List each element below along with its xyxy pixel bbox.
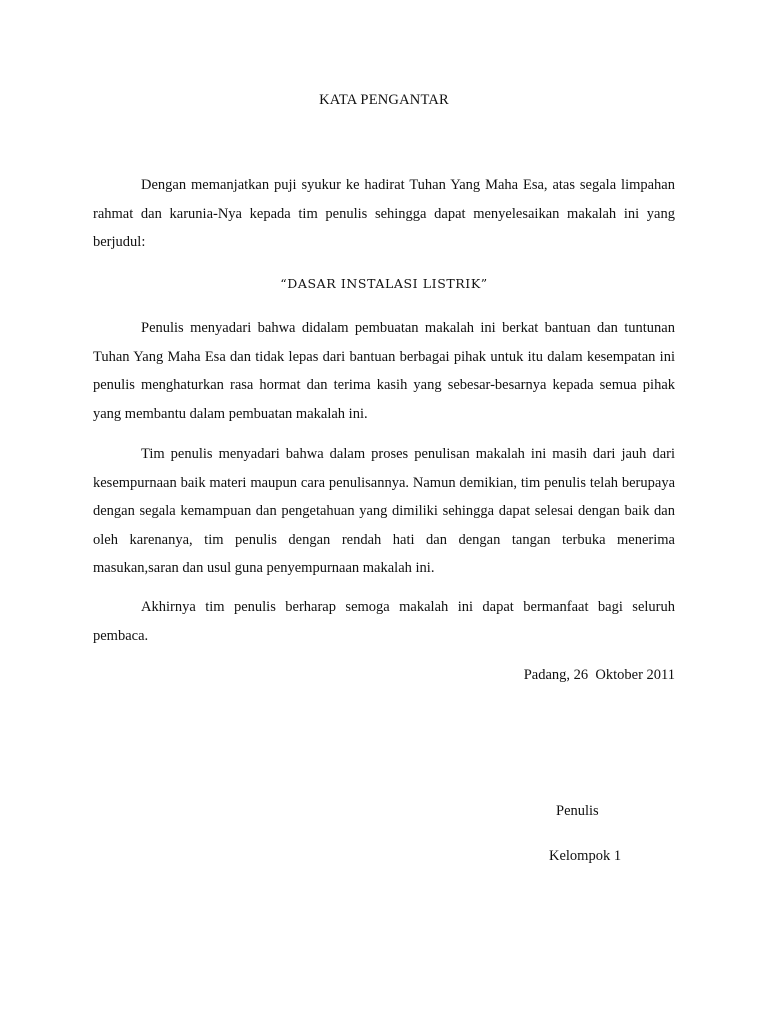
paragraph-opening [93,171,675,257]
paragraph-gratitude-text: Penulis menyadari bahwa didalam pembuatan makalah ini berkat bantuan dan tuntunan Tuhan Yang Maha Esa dan tidak lepas dari bantuan berbagai pihak untuk itu dalam kesempatan ini penulis menghaturkan rasa hormat dan terima kasih yang sebesar-besarnya kepada semua pihak yang membantu dalam pembuatan makalah ini. [93,320,675,422]
paragraph-closing [93,593,675,650]
signature-role: Penulis [556,803,599,819]
page-title: KATA PENGANTAR [319,92,449,108]
date-line: Padang, 26 Oktober 2011 [523,667,675,683]
paper-subtitle: “DASAR INSTALASI LISTRIK” [280,276,488,291]
paragraph-limitations [93,440,675,583]
paragraph-gratitude [93,314,675,428]
paragraph-limitations-text: Tim penulis menyadari bahwa dalam proses penulisan makalah ini masih dari jauh dari kesempurnaan baik materi maupun cara penulisannya. Namun demikian, tim penulis telah berupaya dengan segala kemampuan dan pengetahuan yang dimiliki sehingga dapat selesai dengan baik dan oleh karenanya, tim penulis dengan rendah hati dan dengan tangan terbuka menerima masukan,saran dan usul guna penyempurnaan makalah ini. [93,446,675,576]
paragraph-closing-text: Akhirnya tim penulis berharap semoga makalah ini dapat bermanfaat bagi seluruh pembaca. [93,599,675,644]
signature-group: Kelompok 1 [549,848,622,864]
paragraph-opening-text: Dengan memanjatkan puji syukur ke hadirat Tuhan Yang Maha Esa, atas segala limpahan rahmat dan karunia-Nya kepada tim penulis sehingga dapat menyelesaikan makalah ini yang berjudul: [93,177,675,250]
